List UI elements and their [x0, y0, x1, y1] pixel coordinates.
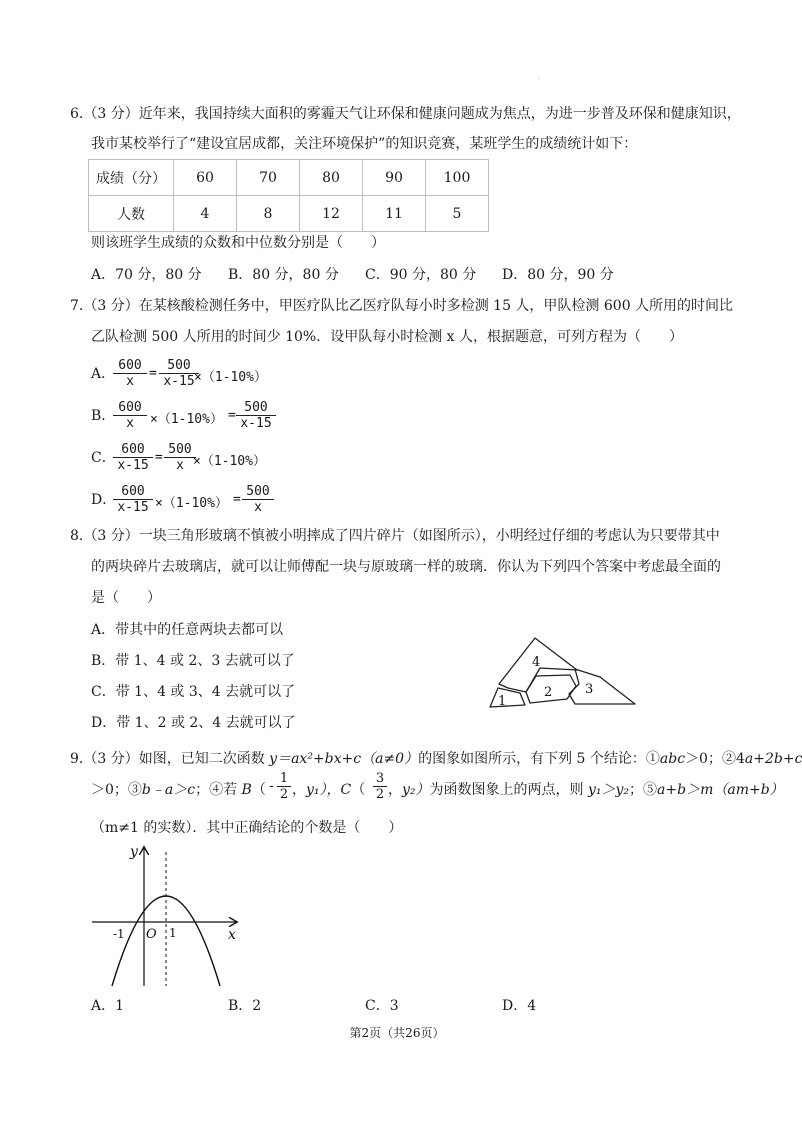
q9-text: 为函数图象上的两点，则 [429, 782, 588, 798]
table-cell: 11 [363, 196, 426, 232]
table-cell: 4 [174, 196, 237, 232]
q9-option-c: C．3 [365, 998, 399, 1014]
decorative-dot: · [538, 74, 541, 83]
q9-expr: C [340, 782, 352, 798]
fraction-three-halves [373, 771, 387, 802]
q7-line2: 乙队检测 500 人所用的时间少 10%．设甲队每小时检测 x 人，根据题意，可列方程为（ ） [91, 329, 683, 345]
table-row [89, 160, 489, 196]
table-cell: 60 [174, 160, 237, 196]
q9-line2-part2 [292, 780, 365, 800]
table-cell: 80 [300, 160, 363, 196]
q8-option-d: D．带 1、2 或 2、4 去就可以了 [91, 715, 296, 731]
piece-label-4: 4 [532, 655, 541, 670]
x-axis-label: x [228, 927, 236, 943]
piece-label-3: 3 [585, 682, 594, 697]
table-cell: 人数 [89, 196, 174, 232]
table-cell: 12 [300, 196, 363, 232]
numerator: 600 [113, 442, 153, 458]
q9-option-d: D．4 [502, 998, 537, 1014]
numerator: 600 [113, 484, 153, 500]
q9-expr: y₁）， [306, 782, 341, 798]
q6-option-c: C．90 分，80 分 [365, 267, 477, 283]
piece-label-2: 2 [544, 685, 553, 700]
times-factor: ×（1-10%） [155, 496, 228, 511]
q9-expr: y₁＞y₂ [587, 782, 630, 798]
equals-sign: = [149, 366, 157, 381]
fraction [113, 358, 147, 389]
denominator: x [176, 458, 184, 473]
q9-line2-part1 [91, 780, 266, 800]
q9-expr: y₂） [402, 782, 430, 798]
table-cell: 100 [426, 160, 489, 196]
q7-option-b-label: B． [91, 408, 116, 424]
q9-text: ， [388, 782, 402, 798]
q9-expr: b﹣a＞c [141, 782, 196, 798]
q8-option-b: B．带 1、4 或 2、3 去就可以了 [91, 653, 295, 669]
q8-line1: 8.（3 分）一块三角形玻璃不慎被小明摔成了四片碎片（如图所示），小明经过仔细的考虑认为只要带其中 [70, 528, 720, 544]
page-footer: 第2页（共26页） [349, 1026, 445, 1040]
q9-expr: a+2b+c [744, 751, 802, 767]
denominator: 2 [375, 787, 385, 802]
table-row [89, 196, 489, 232]
q9-option-a: A．1 [91, 998, 125, 1014]
q6-option-a: A．70 分，80 分 [91, 267, 202, 283]
score-table [88, 159, 489, 232]
fraction [159, 358, 199, 389]
q6-line2: 我市某校举行了“建设宜居成都，关注环境保护”的知识竞赛，某班学生的成绩统计如下： [91, 136, 638, 152]
q9-text: ， [292, 782, 306, 798]
table-cell: 成绩（分） [89, 160, 174, 196]
q9-expr: a+b＞m（am+b） [657, 782, 784, 798]
q9-text: 9.（3 分）如图，已知二次函数 [70, 751, 270, 767]
equals-sign: = [233, 492, 241, 507]
denominator: x-15 [117, 458, 149, 473]
denominator: x [254, 500, 262, 515]
table-cell: 90 [363, 160, 426, 196]
q7-line1: 7.（3 分）在某核酸检测任务中，甲医疗队比乙医疗队每小时多检测 15 人，甲队检测 600 人所用的时间比 [70, 298, 734, 314]
parabola-graph [86, 842, 246, 992]
denominator: x [126, 374, 134, 389]
table-cell: 8 [237, 196, 300, 232]
q9-expr: abc [659, 751, 686, 767]
minus-sign: - [269, 778, 274, 794]
origin-label: O [146, 927, 157, 942]
q9-text: ；④若 [195, 782, 242, 798]
q8-line3: 是（ ） [91, 590, 161, 606]
times-factor: ×（1-10%） [150, 412, 223, 427]
q7-option-d-label: D． [91, 492, 117, 508]
numerator: 3 [373, 771, 387, 787]
times-factor: ×（1-10%） [193, 454, 266, 469]
times-factor: ×（1-10%） [194, 370, 267, 385]
q8-line2: 的两块碎片去玻璃店，就可以让师傅配一块与原玻璃一样的玻璃．你认为下列四个答案中考虑最全面的 [91, 559, 721, 575]
fraction [113, 400, 147, 431]
equals-sign: = [228, 408, 236, 423]
fraction-half [277, 771, 291, 802]
q9-formula: y＝ax²+bx+c（a≠0） [269, 751, 419, 767]
numerator: 500 [159, 358, 199, 374]
q9-text: ；⑤ [629, 782, 658, 798]
table-cell: 70 [237, 160, 300, 196]
q8-option-a: A．带其中的任意两块去都可以 [91, 622, 284, 638]
q6-line1: 6.（3 分）近年来，我国持续大面积的雾霾天气让环保和健康问题成为焦点，为进一步普及环保和健康知识， [70, 106, 741, 122]
q9-text: 的图象如图所示，有下列 5 个结论：① [418, 751, 660, 767]
tick-label-1: 1 [169, 926, 177, 940]
numerator: 500 [236, 400, 276, 416]
q9-text: ＞0；②4 [685, 751, 745, 767]
denominator: x [126, 416, 134, 431]
q8-option-c: C．带 1、4 或 3、4 去就可以了 [91, 684, 296, 700]
numerator: 600 [113, 400, 147, 416]
tick-label-neg1: -1 [113, 927, 125, 941]
q9-text: （ [251, 782, 266, 798]
q7-option-a-label: A． [91, 366, 116, 382]
q9-expr: B [241, 782, 252, 798]
equals-sign: = [155, 450, 163, 465]
q9-text: （ [351, 782, 366, 798]
numerator: 500 [242, 484, 274, 500]
piece-label-1: 1 [498, 694, 507, 709]
numerator: 600 [113, 358, 147, 374]
q9-line3: （m≠1 的实数）．其中正确结论的个数是（ ） [91, 820, 403, 836]
fraction [236, 400, 276, 431]
denominator: x-15 [240, 416, 272, 431]
q9-text: ＞0；③ [91, 782, 142, 798]
denominator: 2 [279, 787, 289, 802]
q6-option-b: B．80 分，80 分 [228, 267, 339, 283]
q9-line2-part3 [388, 780, 784, 800]
y-axis-label: y [130, 844, 138, 860]
denominator: x-15 [117, 500, 149, 515]
fraction [113, 442, 153, 473]
glass-pieces-figure [480, 632, 650, 717]
glass-piece-3 [569, 669, 635, 704]
fraction [164, 442, 196, 473]
fraction [113, 484, 153, 515]
q6-option-d: D．80 分，90 分 [502, 267, 614, 283]
table-cell: 5 [426, 196, 489, 232]
q7-option-c-label: C． [91, 450, 116, 466]
numerator: 500 [164, 442, 196, 458]
numerator: 1 [277, 771, 291, 787]
fraction [242, 484, 274, 515]
denominator: x-15 [163, 374, 195, 389]
q9-line1 [70, 749, 802, 769]
q9-option-b: B．2 [228, 998, 262, 1014]
q6-question: 则该班学生成绩的众数和中位数分别是（ ） [91, 235, 385, 251]
